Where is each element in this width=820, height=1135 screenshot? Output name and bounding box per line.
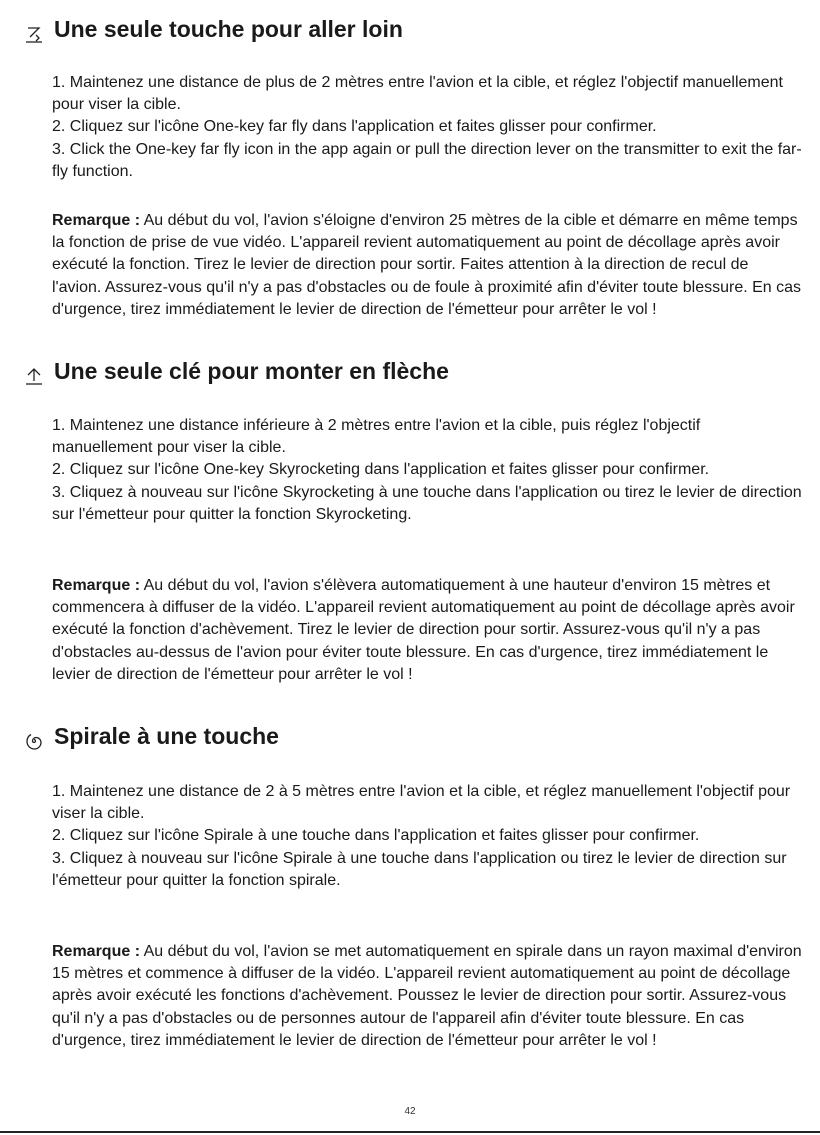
footer-divider: [0, 1131, 820, 1133]
section-heading: [0, 14, 820, 54]
section-spiral: [0, 721, 820, 1049]
step-item: 1. Maintenez une distance inférieure à 2 mètres entre l'avion et la cible, puis réglez l'objectif manuellement pour viser la cible.: [52, 417, 701, 457]
note-paragraph: [52, 941, 802, 1052]
section-heading: [0, 721, 820, 761]
step-item: 2. Cliquez sur l'icône One-key far fly dans l'application et faites glisser pour confirmer.: [52, 118, 657, 136]
step-item: 3. Click the One-key far fly icon in the app again or pull the direction lever on the transmitter to exit the far-fly function.: [52, 140, 802, 180]
steps-list: [52, 72, 802, 183]
note-paragraph: [52, 210, 802, 321]
step-item: 2. Cliquez sur l'icône Spirale à une touche dans l'application et faites glisser pour confirmer.: [52, 827, 700, 845]
step-item: 2. Cliquez sur l'icône One-key Skyrocketing dans l'application et faites glisser pour confirmer.: [52, 461, 710, 479]
steps-list: [52, 415, 802, 526]
section-far-fly: [0, 14, 820, 318]
one-key-far-fly-icon: [24, 24, 44, 44]
step-item: 3. Cliquez à nouveau sur l'icône Skyrocketing à une touche dans l'application ou tirez le levier de direction sur l'émetteur pour quitter la fonction Skyrocketing.: [52, 483, 802, 523]
note-text: Au début du vol, l'avion s'élèvera automatiquement à une hauteur d'environ 15 mètres et commencera à diffuser de la vidéo. L'appareil revient automatiquement au point de décollage après avoir exécuté la fonction d'achèvement. Tirez le levier de direction pour sortir. Assurez-vous qu'il n'y a pas d'obstacles au-dessus de l'avion pour éviter toute blessure. En cas d'urgence, tirez immédiatement le levier de direction de l'émetteur pour arrêter le vol !: [52, 577, 795, 683]
one-key-skyrocketing-icon: [24, 366, 44, 386]
section-title: Une seule clé pour monter en flèche: [54, 358, 449, 384]
step-item: 1. Maintenez une distance de 2 à 5 mètres entre l'avion et la cible, et réglez manuellement l'objectif pour viser la cible.: [52, 783, 791, 823]
steps-list: [52, 781, 802, 892]
step-item: 1. Maintenez une distance de plus de 2 mètres entre l'avion et la cible, et réglez l'objectif manuellement pour viser la cible.: [52, 74, 783, 114]
section-heading: [0, 356, 820, 396]
section-title: Une seule touche pour aller loin: [54, 16, 403, 42]
note-text: Au début du vol, l'avion se met automatiquement en spirale dans un rayon maximal d'environ 15 mètres et commence à diffuser de la vidéo. L'appareil revient automatiquement au point de décollage après avoir exécuté les fonctions d'achèvement. Poussez le levier de direction pour sortir. Assurez-vous qu'il n'y a pas d'obstacles ou de personnes autour de l'appareil afin d'éviter toute blessure. En cas d'urgence, tirez immédiatement le levier de direction de l'émetteur pour arrêter le vol !: [52, 943, 802, 1049]
note-paragraph: [52, 575, 802, 686]
section-skyrocketing: [0, 356, 820, 683]
page-number: 42: [404, 1106, 416, 1117]
note-label: Remarque :: [52, 943, 141, 960]
note-text: Au début du vol, l'avion s'éloigne d'environ 25 mètres de la cible et démarre en même temps la fonction de prise de vue vidéo. L'appareil revient automatiquement au point de décollage après avoir exécuté la fonction. Tirez le levier de direction pour sortir. Faites attention à la direction de recul de l'avion. Assurez-vous qu'il n'y a pas d'obstacles ou de foule à proximité afin d'éviter toute blessure. En cas d'urgence, tirez immédiatement le levier de direction de l'émetteur pour arrêter le vol !: [52, 212, 802, 318]
note-label: Remarque :: [52, 577, 141, 594]
note-label: Remarque :: [52, 212, 141, 229]
step-item: 3. Cliquez à nouveau sur l'icône Spirale à une touche dans l'application ou tirez le levier de direction sur l'émetteur pour quitter la fonction spirale.: [52, 849, 787, 889]
section-title: Spirale à une touche: [54, 723, 279, 749]
one-key-spiral-icon: [24, 731, 44, 751]
